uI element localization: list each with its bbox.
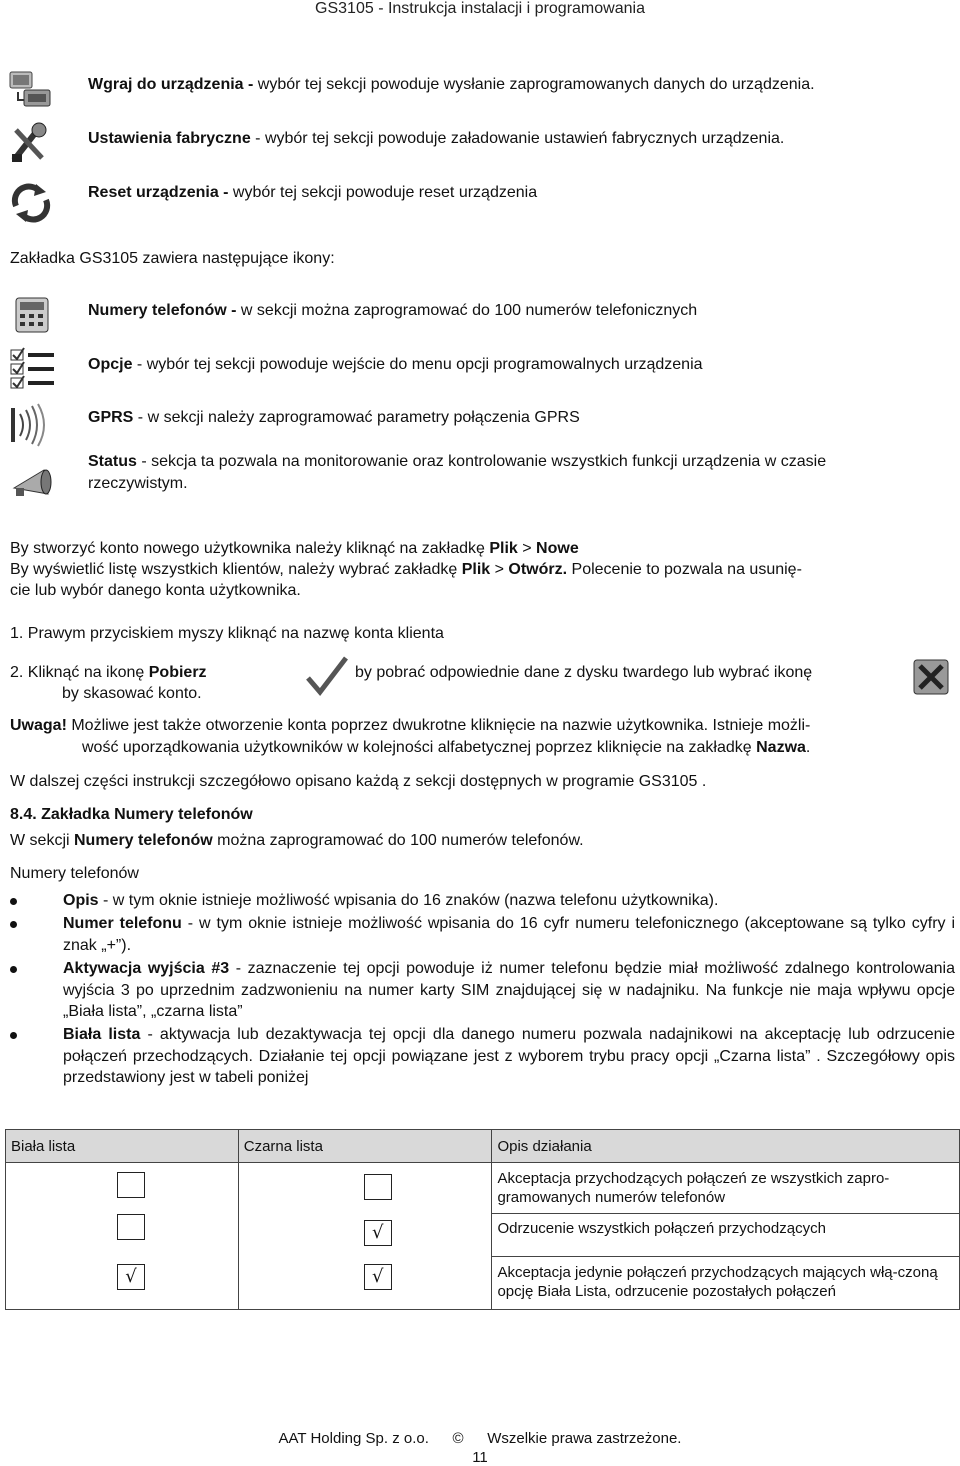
options-text: Opcje - wybór tej sekcji powoduje wejście do menu opcji programowalnych urządzenia [88, 356, 703, 373]
footer-rights: Wszelkie prawa zastrzeżone. [487, 1430, 682, 1447]
copyright-icon: © [452, 1430, 464, 1447]
description-cell: Akceptacja jedynie połączeń przychodzących mających włą-czoną opcję Biała Lista, odrzucenie pozostałych połączeń [492, 1257, 960, 1310]
reset-text: Reset urządzenia - wybór tej sekcji powoduje reset urządzenia [88, 184, 538, 201]
header-description: Opis działania [492, 1130, 960, 1163]
account-paragraph [10, 538, 955, 601]
status-megaphone-icon [8, 458, 58, 504]
bullet-item: Numer telefonu - w tym oknie istnieje możliwość wpisania do 16 cyfr numeru telefonicznego (akceptowane są tylko cyfry i znak „+”). [10, 913, 955, 956]
bullet-item: Biała lista - aktywacja lub dezaktywacja tej opcji dla danego numeru pozwala nadajnikowi na akceptację lub odrzucenie połączeń przechodzących. Działanie tej opcji powiązane jest z wyborem trybu pracy opcji „Czarna lista” . Szczegółowy opis przedstawiony jest w tabeli poniżej [10, 1024, 955, 1089]
further-text: W dalszej części instrukcji szczegółowo opisano każdą z sekcji dostępnych w programie GS3105 . [10, 773, 707, 790]
page-header: GS3105 - Instrukcja instalacji i programowania [315, 0, 645, 17]
bullet-item: Aktywacja wyjścia #3 - zaznaczenie tej opcji powoduje iż numer telefonu będzie miał możliwość zdalnego kontrolowania wyjścia 3 po uprzednim zadzwonieniu na numer karty SIM znajdującej się w nadajniku. Na funkcje nie maja wpływu opcje „Biała lista”, „czarna lista” [10, 958, 955, 1023]
black-checkbox [364, 1174, 392, 1200]
step-1: 1. Prawym przyciskiem myszy kliknąć na nazwę konta klienta [10, 625, 444, 642]
account-line-3: cie lub wybór danego konta użytkownika. [10, 582, 301, 599]
upload-device-icon [6, 66, 56, 112]
reset-icon [6, 180, 56, 226]
table-row [6, 1163, 960, 1214]
header-black-list: Czarna lista [238, 1130, 492, 1163]
description-cell: Odrzucenie wszystkich połączeń przychodzących [492, 1214, 960, 1257]
black-checkbox: √ [364, 1220, 392, 1246]
factory-settings-icon [6, 120, 56, 166]
white-list-cell [6, 1163, 239, 1310]
status-text-cont: rzeczywistym. [88, 475, 188, 492]
tab-intro: Zakładka GS3105 zawiera następujące ikony: [10, 250, 335, 267]
page-number: 11 [472, 1449, 488, 1466]
upload-device-text: Wgraj do urządzenia - wybór tej sekcji powoduje wysłanie zaprogramowanych danych do urządzenia. [88, 76, 815, 93]
section-intro: W sekcji Numery telefonów można zaprogramować do 100 numerów telefonów. [10, 832, 584, 849]
delete-account-icon [908, 652, 954, 700]
account-line-1: By stworzyć konto nowego użytkownika należy kliknąć na zakładkę Plik > Nowe [10, 540, 579, 557]
description-cell: Akceptacja przychodzących połączeń ze wszystkich zapro-gramowanych numerów telefonów [492, 1163, 960, 1214]
phone-numbers-text: Numery telefonów - w sekcji można zaprogramować do 100 numerów telefonicznych [88, 302, 698, 319]
section-heading: 8.4. Zakładka Numery telefonów [10, 806, 253, 823]
black-checkbox: √ [364, 1264, 392, 1290]
account-line-2: By wyświetlić listę wszystkich klientów, należy wybrać zakładkę Plik > Otwórz. Polecenie to pozwala na usunię- [10, 561, 802, 578]
phone-numbers-icon [10, 292, 60, 338]
white-checkbox: √ [117, 1264, 145, 1290]
gprs-signal-icon [8, 402, 58, 448]
header-white-list: Biała lista [6, 1130, 239, 1163]
white-black-list-table [5, 1129, 960, 1310]
step-2: 2. Kliknąć na ikonę Pobierz [10, 664, 207, 681]
step-2-line-2: by skasować konto. [62, 685, 202, 702]
gprs-text: GPRS - w sekcji należy zaprogramować parametry połączenia GPRS [88, 409, 580, 426]
status-text: Status - sekcja ta pozwala na monitorowanie oraz kontrolowanie wszystkich funkcji urządzenia w czasie [88, 453, 827, 470]
factory-settings-text: Ustawienia fabryczne - wybór tej sekcji powoduje załadowanie ustawień fabrycznych urządzenia. [88, 130, 785, 147]
note-line-2: wość uporządkowania użytkowników w kolejności alfabetycznej poprzez kliknięcie na zakładkę Nazwa. [82, 739, 811, 756]
download-check-icon [304, 654, 350, 698]
options-checklist-icon [8, 346, 58, 392]
table-header-row [6, 1130, 960, 1163]
bullet-item: Opis - w tym oknie istnieje możliwość wpisania do 16 znaków (nazwa telefonu użytkownika). [10, 890, 955, 912]
white-checkbox [117, 1172, 145, 1198]
section-subheading: Numery telefonów [10, 865, 139, 882]
note-line-1: Uwaga! Możliwe jest także otworzenie konta poprzez dwukrotne kliknięcie na nazwie użytkownika. Istnieje możli- [10, 717, 811, 734]
footer-line [0, 1430, 960, 1447]
footer-company: AAT Holding Sp. z o.o. [278, 1430, 429, 1447]
step-2-cont: by pobrać odpowiednie dane z dysku twardego lub wybrać ikonę [355, 664, 813, 681]
black-list-cell [238, 1163, 492, 1310]
white-checkbox [117, 1214, 145, 1240]
